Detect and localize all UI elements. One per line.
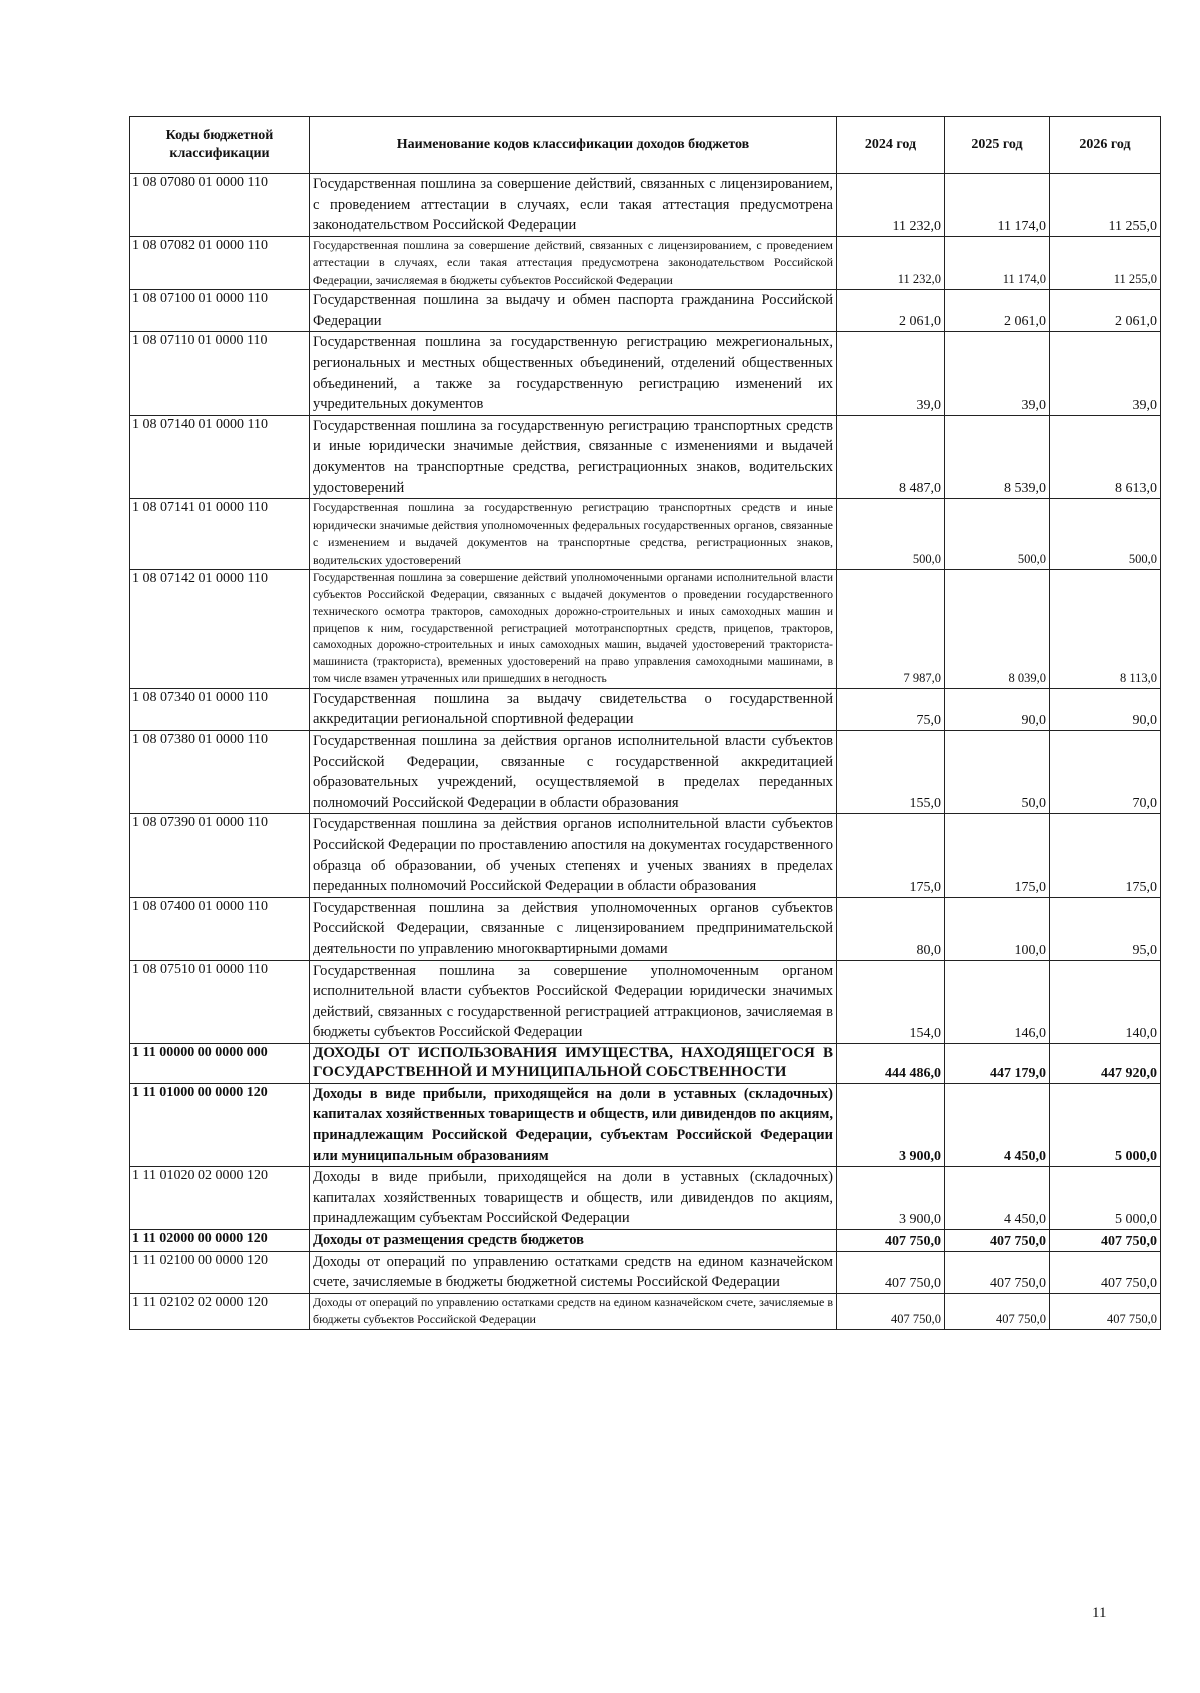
row-name: Государственная пошлина за действия органов исполнительной власти субъектов Российской Федерации по проставлению апостиля на документах государственного образца об образовании, об ученых степенях и ученых званиях в пределах переданных полномочий Российской Федерации в области образования <box>310 814 837 897</box>
row-value-2026: 5 000,0 <box>1050 1167 1161 1230</box>
row-name: Доходы от операций по управлению остатками средств на едином казначейском счете, зачисляемые в бюджеты бюджетной системы Российской Федерации <box>310 1251 837 1293</box>
row-name: Доходы от размещения средств бюджетов <box>310 1230 837 1252</box>
row-code: 1 08 07082 01 0000 110 <box>130 236 310 290</box>
row-value-2025: 500,0 <box>945 499 1050 570</box>
row-name: Государственная пошлина за действия уполномоченных органов субъектов Российской Федерации, связанные с лицензированием предпринимательской деятельности по управлению многоквартирными домами <box>310 897 837 960</box>
row-value-2024: 3 900,0 <box>837 1167 945 1230</box>
row-code: 1 08 07380 01 0000 110 <box>130 730 310 813</box>
row-value-2025: 8 039,0 <box>945 570 1050 689</box>
row-value-2024: 8 487,0 <box>837 415 945 498</box>
row-name: Государственная пошлина за совершение действий уполномоченными органами исполнительной власти субъектов Российской Федерации, связанных с выдачей документов о проведении государственного технического осмотра тракторов, самоходных дорожно-строительных и иных самоходных машин и прицепов к ним, государственной регистрацией мототранспортных средств, прицепов, тракторов, самоходных дорожно-строительных и иных самоходных машин, выдачей удостоверений тракториста-машиниста (тракториста), временных удостоверений на право управления самоходными машинами, в том числе взамен утраченных или пришедших в негодность <box>310 570 837 689</box>
row-value-2025: 175,0 <box>945 814 1050 897</box>
row-code: 1 08 07141 01 0000 110 <box>130 499 310 570</box>
row-value-2025: 146,0 <box>945 960 1050 1043</box>
row-value-2026: 407 750,0 <box>1050 1251 1161 1293</box>
row-value-2024: 154,0 <box>837 960 945 1043</box>
table-header-row <box>130 117 1161 174</box>
table-row-subsection <box>130 1083 1161 1166</box>
table-row <box>130 1251 1161 1293</box>
row-value-2026: 500,0 <box>1050 499 1161 570</box>
row-value-2025: 4 450,0 <box>945 1083 1050 1166</box>
row-code: 1 08 07140 01 0000 110 <box>130 415 310 498</box>
row-name: Доходы в виде прибыли, приходящейся на доли в уставных (складочных) капиталах хозяйственных товариществ и обществ, или дивидендов по акциям, принадлежащим Российской Федерации, субъектам Российской Федерации или муниципальным образованиям <box>310 1083 837 1166</box>
table-row <box>130 174 1161 237</box>
row-value-2025: 11 174,0 <box>945 174 1050 237</box>
table-row <box>130 290 1161 332</box>
row-code: 1 11 01020 02 0000 120 <box>130 1167 310 1230</box>
row-code: 1 08 07510 01 0000 110 <box>130 960 310 1043</box>
row-value-2025: 447 179,0 <box>945 1043 1050 1083</box>
header-2026: 2026 год <box>1050 117 1161 174</box>
row-name: Государственная пошлина за выдачу свидетельства о государственной аккредитации региональной спортивной федерации <box>310 688 837 730</box>
row-code: 1 11 00000 00 0000 000 <box>130 1043 310 1083</box>
row-code: 1 08 07390 01 0000 110 <box>130 814 310 897</box>
row-value-2026: 95,0 <box>1050 897 1161 960</box>
row-name: Государственная пошлина за государственную регистрацию транспортных средств и иные юридически значимые действия, связанные с изменениями и выдачей документов на транспортные средства, регистрационных знаков, водительских удостоверений <box>310 415 837 498</box>
row-value-2025: 407 750,0 <box>945 1251 1050 1293</box>
row-value-2026: 2 061,0 <box>1050 290 1161 332</box>
table-row <box>130 897 1161 960</box>
page-number: 11 <box>1092 1605 1107 1621</box>
row-value-2026: 407 750,0 <box>1050 1293 1161 1329</box>
row-value-2025: 407 750,0 <box>945 1230 1050 1252</box>
row-name: Государственная пошлина за совершение действий, связанных с лицензированием, с проведением аттестации в случаях, если такая аттестация предусмотрена законодательством Российской Федерации, зачисляемая в бюджеты субъектов Российской Федерации <box>310 236 837 290</box>
row-value-2025: 4 450,0 <box>945 1167 1050 1230</box>
table-row <box>130 415 1161 498</box>
row-name: ДОХОДЫ ОТ ИСПОЛЬЗОВАНИЯ ИМУЩЕСТВА, НАХОДЯЩЕГОСЯ В ГОСУДАРСТВЕННОЙ И МУНИЦИПАЛЬНОЙ СОБСТВЕННОСТИ <box>310 1043 837 1083</box>
table-row <box>130 1167 1161 1230</box>
row-value-2025: 100,0 <box>945 897 1050 960</box>
row-name: Доходы в виде прибыли, приходящейся на доли в уставных (складочных) капиталах хозяйственных товариществ и обществ, или дивидендов по акциям, принадлежащим субъектам Российской Федерации <box>310 1167 837 1230</box>
row-code: 1 08 07110 01 0000 110 <box>130 332 310 415</box>
table-row <box>130 688 1161 730</box>
row-value-2025: 11 174,0 <box>945 236 1050 290</box>
row-value-2025: 90,0 <box>945 688 1050 730</box>
row-value-2024: 7 987,0 <box>837 570 945 689</box>
row-value-2024: 155,0 <box>837 730 945 813</box>
row-name: Государственная пошлина за совершение действий, связанных с лицензированием, с проведением аттестации в случаях, если такая аттестация предусмотрена законодательством Российской Федерации <box>310 174 837 237</box>
row-value-2026: 175,0 <box>1050 814 1161 897</box>
row-code: 1 11 01000 00 0000 120 <box>130 1083 310 1166</box>
row-value-2024: 3 900,0 <box>837 1083 945 1166</box>
row-value-2026: 39,0 <box>1050 332 1161 415</box>
header-2024: 2024 год <box>837 117 945 174</box>
row-value-2024: 407 750,0 <box>837 1293 945 1329</box>
row-value-2024: 407 750,0 <box>837 1251 945 1293</box>
row-value-2025: 39,0 <box>945 332 1050 415</box>
row-value-2026: 11 255,0 <box>1050 236 1161 290</box>
row-code: 1 08 07080 01 0000 110 <box>130 174 310 237</box>
row-value-2025: 407 750,0 <box>945 1293 1050 1329</box>
header-code: Коды бюджетной классификации <box>130 117 310 174</box>
row-value-2024: 407 750,0 <box>837 1230 945 1252</box>
row-value-2024: 444 486,0 <box>837 1043 945 1083</box>
table-row-section <box>130 1043 1161 1083</box>
table-row <box>130 499 1161 570</box>
row-value-2026: 5 000,0 <box>1050 1083 1161 1166</box>
row-value-2026: 8 113,0 <box>1050 570 1161 689</box>
row-value-2026: 11 255,0 <box>1050 174 1161 237</box>
row-value-2026: 447 920,0 <box>1050 1043 1161 1083</box>
row-code: 1 08 07100 01 0000 110 <box>130 290 310 332</box>
row-value-2026: 70,0 <box>1050 730 1161 813</box>
row-value-2026: 8 613,0 <box>1050 415 1161 498</box>
row-code: 1 11 02000 00 0000 120 <box>130 1230 310 1252</box>
row-name: Государственная пошлина за совершение уполномоченным органом исполнительной власти субъектов Российской Федерации юридически значимых действий, связанных с государственной регистрацией аттракционов, зачисляемая в бюджеты субъектов Российской Федерации <box>310 960 837 1043</box>
row-value-2026: 407 750,0 <box>1050 1230 1161 1252</box>
row-code: 1 08 07400 01 0000 110 <box>130 897 310 960</box>
row-value-2026: 90,0 <box>1050 688 1161 730</box>
table-row <box>130 332 1161 415</box>
row-name: Государственная пошлина за государственную регистрацию межрегиональных, региональных и местных общественных объединений, отделений общественных объединений, а также за государственную регистрацию изменений их учредительных документов <box>310 332 837 415</box>
budget-table-container <box>129 116 1160 1330</box>
row-value-2024: 39,0 <box>837 332 945 415</box>
row-value-2025: 2 061,0 <box>945 290 1050 332</box>
row-code: 1 11 02102 02 0000 120 <box>130 1293 310 1329</box>
row-value-2024: 11 232,0 <box>837 236 945 290</box>
table-row <box>130 960 1161 1043</box>
row-value-2024: 75,0 <box>837 688 945 730</box>
row-code: 1 08 07142 01 0000 110 <box>130 570 310 689</box>
table-row <box>130 570 1161 689</box>
table-row <box>130 1293 1161 1329</box>
table-row <box>130 730 1161 813</box>
row-code: 1 11 02100 00 0000 120 <box>130 1251 310 1293</box>
row-code: 1 08 07340 01 0000 110 <box>130 688 310 730</box>
budget-table <box>129 116 1161 1330</box>
row-value-2024: 175,0 <box>837 814 945 897</box>
row-value-2025: 8 539,0 <box>945 415 1050 498</box>
header-2025: 2025 год <box>945 117 1050 174</box>
row-value-2026: 140,0 <box>1050 960 1161 1043</box>
row-value-2024: 80,0 <box>837 897 945 960</box>
row-name: Государственная пошлина за действия органов исполнительной власти субъектов Российской Федерации, связанные с государственной аккредитацией образовательных учреждений, осуществляемой в пределах переданных полномочий Российской Федерации в области образования <box>310 730 837 813</box>
row-value-2024: 2 061,0 <box>837 290 945 332</box>
header-name: Наименование кодов классификации доходов бюджетов <box>310 117 837 174</box>
table-row <box>130 814 1161 897</box>
table-row <box>130 236 1161 290</box>
row-name: Государственная пошлина за государственную регистрацию транспортных средств и иные юридически значимые действия уполномоченных федеральных государственных органов, связанные с изменением и выдачей документов на транспортные средства, регистрационных знаков, водительских удостоверений <box>310 499 837 570</box>
row-value-2025: 50,0 <box>945 730 1050 813</box>
row-value-2024: 500,0 <box>837 499 945 570</box>
row-name: Доходы от операций по управлению остатками средств на едином казначейском счете, зачисляемые в бюджеты субъектов Российской Федерации <box>310 1293 837 1329</box>
row-value-2024: 11 232,0 <box>837 174 945 237</box>
table-row-subsection <box>130 1230 1161 1252</box>
row-name: Государственная пошлина за выдачу и обмен паспорта гражданина Российской Федерации <box>310 290 837 332</box>
